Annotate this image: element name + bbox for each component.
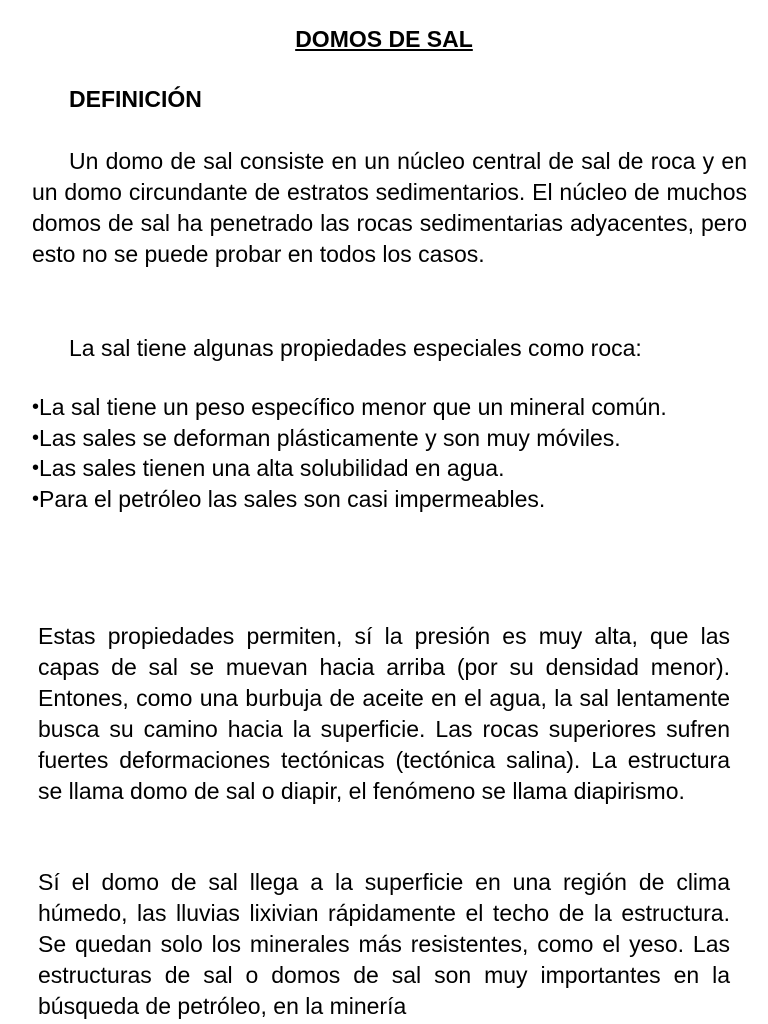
bullet-icon: • bbox=[32, 487, 40, 510]
document-title: DOMOS DE SAL bbox=[295, 26, 473, 52]
bullet-icon: • bbox=[32, 457, 40, 479]
list-item-text: Las sales tienen una alta solubilidad en agua. bbox=[39, 455, 505, 481]
bullet-icon: • bbox=[32, 396, 40, 418]
list-item-text: Para el petróleo las sales son casi impermeables. bbox=[39, 485, 546, 512]
list-item-text: Las sales se deforman plásticamente y son muy móviles. bbox=[39, 424, 621, 451]
properties-list bbox=[32, 392, 762, 514]
definition-paragraph: Un domo de sal consiste en un núcleo central de sal de roca y en un domo circundante de estratos sedimentarios. El núcleo de muchos domos de sal ha penetrado las rocas sedimentarias adyacentes, pero esto no se puede probar en todos los casos. bbox=[32, 148, 747, 267]
section-heading: DEFINICIÓN bbox=[69, 86, 202, 112]
list-item bbox=[32, 484, 762, 515]
list-item bbox=[32, 423, 762, 454]
surface-paragraph: Sí el domo de sal llega a la superficie en una región de clima húmedo, las lluvias lixivian rápidamente el techo de la estructura. Se quedan solo los minerales más resistentes, como el yeso. Las estructuras de sal o domos de sal son muy importantes en la búsqueda de petróleo, en la minería bbox=[38, 869, 730, 1019]
diapirism-paragraph: Estas propiedades permiten, sí la presión es muy alta, que las capas de sal se muevan hacia arriba (por su densidad menor). Entones, como una burbuja de aceite en el agua, la sal lentamente busca su camino hacia la superficie. Las rocas superiores sufren fuertes deformaciones tectónicas (tectónica salina). La estructura se llama domo de sal o diapir, el fenómeno se llama diapirismo. bbox=[38, 623, 730, 804]
list-item bbox=[32, 453, 762, 484]
list-item bbox=[32, 392, 762, 423]
list-item-text: La sal tiene un peso específico menor que un mineral común. bbox=[39, 394, 667, 420]
properties-intro-paragraph: La sal tiene algunas propiedades especiales como roca: bbox=[69, 335, 642, 361]
bullet-icon: • bbox=[32, 426, 40, 449]
